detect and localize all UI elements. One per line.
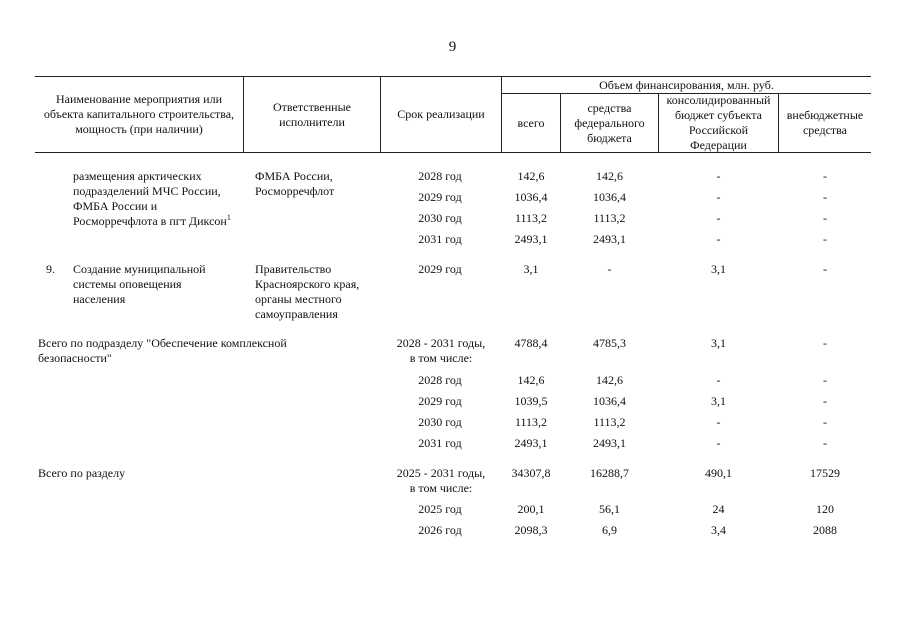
table-cell-extra: - bbox=[823, 169, 827, 183]
table-cell-term: 2025 год bbox=[418, 502, 462, 516]
table-cell-federal: 2493,1 bbox=[593, 436, 626, 450]
table-cell-extra: 17529 bbox=[810, 466, 840, 480]
table-cell-consolidated: - bbox=[716, 232, 721, 246]
table-cell-federal: 1113,2 bbox=[593, 211, 626, 225]
table-cell-consolidated: 3,1 bbox=[711, 394, 726, 408]
table-cell-extra: - bbox=[823, 232, 827, 246]
table-cell-extra: 2088 bbox=[813, 523, 837, 537]
block3-term-main: 2028 - 2031 годы, в том числе: bbox=[396, 336, 486, 365]
block2-resp: Правительство Красноярского края, органы местного самоуправления bbox=[255, 262, 360, 321]
block3-name: Всего по подразделу "Обеспечение комплексной безопасности" bbox=[38, 336, 287, 365]
table-cell-term: 2029 год bbox=[418, 394, 462, 408]
table-cell-extra: - bbox=[823, 211, 827, 225]
table-cell-consolidated: 3,1 bbox=[711, 262, 726, 276]
table-cell-term: 2029 год bbox=[418, 262, 462, 276]
table-cell-consolidated: - bbox=[716, 436, 721, 450]
table-cell-extra: - bbox=[823, 373, 827, 387]
block4-name: Всего по разделу bbox=[38, 466, 126, 480]
block2-name: Создание муниципальной системы оповещения населения bbox=[73, 262, 206, 306]
table-cell-extra: - bbox=[823, 394, 827, 408]
table-cell-total: 1113,2 bbox=[514, 415, 548, 429]
header-total-col: всего bbox=[517, 115, 545, 130]
table-cell-term: 2028 год bbox=[418, 373, 462, 387]
table-cell-total: 1039,5 bbox=[514, 394, 548, 408]
table-cell-federal: 142,6 bbox=[596, 169, 623, 183]
table-cell-extra: - bbox=[823, 262, 827, 276]
block1-name: размещения арктических подразделений МЧС России, ФМБА России и Росморречфлота в пгт Диксон$^1$ bbox=[73, 169, 231, 228]
header-resp-col: Ответственные исполнители bbox=[273, 99, 351, 129]
header-term-col: Срок реализации bbox=[397, 107, 485, 121]
table-cell-consolidated: 3,1 bbox=[711, 336, 726, 350]
table-cell-total: 34307,8 bbox=[511, 466, 551, 480]
table-cell-extra: - bbox=[823, 436, 827, 450]
table-cell-total: 2493,1 bbox=[514, 436, 548, 450]
table-cell-extra: 120 bbox=[816, 502, 834, 516]
table-cell-consolidated: - bbox=[716, 415, 721, 429]
block1-resp: ФМБА России, Росморречфлот bbox=[255, 169, 335, 198]
table-cell-total: 3,1 bbox=[523, 262, 539, 276]
table-cell-federal: 56,1 bbox=[599, 502, 620, 516]
table-cell-federal: - bbox=[607, 262, 612, 276]
table-cell-federal: 1036,4 bbox=[593, 394, 626, 408]
table-cell-term: 2030 год bbox=[418, 211, 462, 225]
block2-number: 9. bbox=[46, 262, 55, 276]
header-funding-group: Объем финансирования, млн. руб. bbox=[599, 77, 774, 92]
page-number: 9 bbox=[448, 39, 457, 55]
table-cell-consolidated: - bbox=[716, 190, 721, 204]
table-cell-federal: 6,9 bbox=[602, 523, 617, 537]
table-cell-federal: 4785,3 bbox=[593, 336, 626, 350]
table-cell-total: 2493,1 bbox=[514, 232, 548, 246]
table-cell-total: 142,6 bbox=[517, 373, 545, 387]
header-consolidated-col: консолидированный бюджет субъекта Российской Федерации bbox=[666, 93, 771, 152]
table-cell-term: 2028 год bbox=[418, 169, 462, 183]
table-cell-consolidated: - bbox=[716, 373, 721, 387]
header-name-col: Наименование мероприятия или объекта капитального строительства, мощность (при наличии) bbox=[43, 92, 235, 136]
table-cell-term: 2031 год bbox=[418, 232, 462, 246]
table-cell-federal: 16288,7 bbox=[590, 466, 629, 480]
table-cell-extra: - bbox=[823, 336, 827, 350]
table-cell-total: 4788,4 bbox=[514, 336, 548, 350]
table-cell-term: 2026 год bbox=[418, 523, 462, 537]
table-cell-term: 2029 год bbox=[418, 190, 462, 204]
table-cell-total: 1113,2 bbox=[514, 211, 548, 225]
table-cell-total: 200,1 bbox=[517, 502, 545, 516]
table-cell-extra: - bbox=[823, 190, 827, 204]
table-cell-federal: 1113,2 bbox=[593, 415, 626, 429]
block4-term-main: 2025 - 2031 годы, в том числе: bbox=[396, 466, 486, 495]
table-cell-federal: 2493,1 bbox=[593, 232, 626, 246]
table-cell-consolidated: 490,1 bbox=[705, 466, 732, 480]
table-cell-extra: - bbox=[823, 415, 827, 429]
table-cell-total: 2098,3 bbox=[514, 523, 548, 537]
table-cell-federal: 1036,4 bbox=[593, 190, 626, 204]
table-cell-consolidated: 24 bbox=[712, 502, 725, 516]
table-cell-total: 142,6 bbox=[517, 169, 545, 183]
header-extra-col: внебюджетные средства bbox=[786, 108, 864, 137]
table-cell-total: 1036,4 bbox=[514, 190, 548, 204]
header-federal-col: средства федерального бюджета bbox=[574, 100, 645, 145]
table-cell-federal: 142,6 bbox=[596, 373, 623, 387]
table-cell-consolidated: - bbox=[716, 211, 721, 225]
table-cell-consolidated: - bbox=[716, 169, 721, 183]
table-cell-term: 2030 год bbox=[418, 415, 462, 429]
table-cell-term: 2031 год bbox=[418, 436, 462, 450]
table-cell-consolidated: 3,4 bbox=[711, 523, 726, 537]
